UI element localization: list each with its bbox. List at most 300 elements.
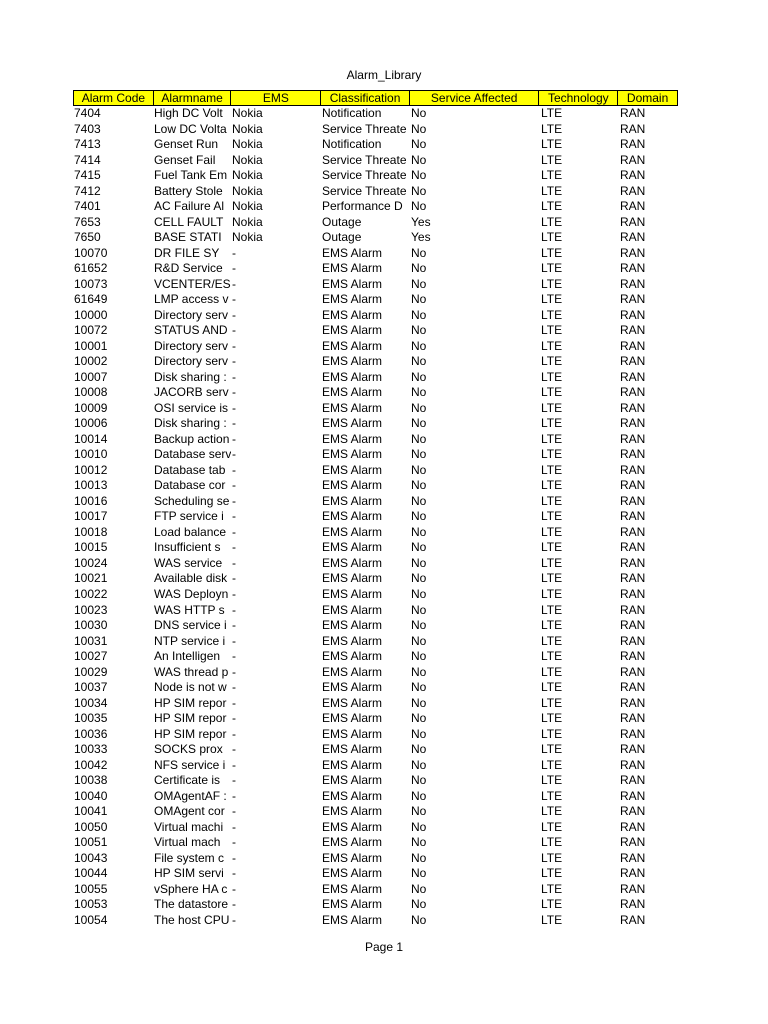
alarmname-cell[interactable]: High DC Volt [154,106,223,120]
technology-cell[interactable]: LTE [541,261,563,276]
ems-cell[interactable]: - [232,633,236,648]
technology-cell[interactable]: LTE [541,354,563,369]
classification-cell[interactable]: EMS Alarm [322,850,383,865]
ems-cell[interactable]: - [232,835,236,850]
domain-cell[interactable]: RAN [620,726,646,741]
classification-cell[interactable]: EMS Alarm [322,602,383,617]
ems-cell[interactable]: - [232,804,236,819]
domain-cell[interactable]: RAN [620,462,646,477]
alarmname-cell[interactable]: BASE STATI [154,230,222,245]
domain-cell[interactable]: RAN [620,245,646,260]
domain-cell[interactable]: RAN [620,137,646,152]
service-affected-cell[interactable]: No [411,478,427,493]
ems-cell[interactable]: - [232,866,236,881]
domain-cell[interactable]: RAN [620,106,646,120]
alarmname-cell[interactable]: OMAgent cor [154,804,225,819]
technology-cell[interactable]: LTE [541,897,563,912]
ems-cell[interactable]: - [232,726,236,741]
alarm-code-cell[interactable]: 10043 [74,850,108,865]
column-header-alarm-code[interactable]: Alarm Code [74,91,154,105]
classification-cell[interactable]: EMS Alarm [322,431,383,446]
alarmname-cell[interactable]: HP SIM servi [154,866,224,881]
service-affected-cell[interactable]: No [411,881,427,896]
alarmname-cell[interactable]: Database serv [154,447,231,462]
alarm-code-cell[interactable]: 10040 [74,788,108,803]
ems-cell[interactable]: - [232,571,236,586]
ems-cell[interactable]: - [232,711,236,726]
column-header-service-affected[interactable]: Service Affected [410,91,540,105]
alarm-code-cell[interactable]: 10022 [74,586,108,601]
alarm-code-cell[interactable]: 10044 [74,866,108,881]
domain-cell[interactable]: RAN [620,555,646,570]
domain-cell[interactable]: RAN [620,540,646,555]
classification-cell[interactable]: EMS Alarm [322,385,383,400]
ems-cell[interactable]: - [232,447,236,462]
ems-cell[interactable]: - [232,850,236,865]
domain-cell[interactable]: RAN [620,338,646,353]
service-affected-cell[interactable]: No [411,757,427,772]
alarm-code-cell[interactable]: 10024 [74,555,108,570]
ems-cell[interactable]: Nokia [232,230,263,245]
service-affected-cell[interactable]: No [411,602,427,617]
service-affected-cell[interactable]: No [411,106,427,120]
service-affected-cell[interactable]: No [411,897,427,912]
domain-cell[interactable]: RAN [620,835,646,850]
service-affected-cell[interactable]: No [411,152,427,167]
technology-cell[interactable]: LTE [541,431,563,446]
technology-cell[interactable]: LTE [541,881,563,896]
ems-cell[interactable]: - [232,788,236,803]
alarm-code-cell[interactable]: 10054 [74,912,108,927]
alarm-code-cell[interactable]: 10012 [74,462,108,477]
service-affected-cell[interactable]: No [411,493,427,508]
service-affected-cell[interactable]: No [411,571,427,586]
technology-cell[interactable]: LTE [541,804,563,819]
classification-cell[interactable]: EMS Alarm [322,307,383,322]
technology-cell[interactable]: LTE [541,680,563,695]
alarm-code-cell[interactable]: 10035 [74,711,108,726]
column-header-classification[interactable]: Classification [321,91,410,105]
domain-cell[interactable]: RAN [620,509,646,524]
alarmname-cell[interactable]: Scheduling se [154,493,230,508]
technology-cell[interactable]: LTE [541,850,563,865]
technology-cell[interactable]: LTE [541,664,563,679]
domain-cell[interactable]: RAN [620,354,646,369]
classification-cell[interactable]: EMS Alarm [322,618,383,633]
alarm-code-cell[interactable]: 10008 [74,385,108,400]
service-affected-cell[interactable]: No [411,695,427,710]
technology-cell[interactable]: LTE [541,742,563,757]
alarmname-cell[interactable]: DNS service i [154,618,227,633]
alarm-code-cell[interactable]: 10016 [74,493,108,508]
classification-cell[interactable]: EMS Alarm [322,819,383,834]
technology-cell[interactable]: LTE [541,214,563,229]
alarmname-cell[interactable]: SOCKS prox [154,742,223,757]
ems-cell[interactable]: - [232,338,236,353]
service-affected-cell[interactable]: No [411,307,427,322]
domain-cell[interactable]: RAN [620,757,646,772]
ems-cell[interactable]: - [232,369,236,384]
service-affected-cell[interactable]: No [411,323,427,338]
technology-cell[interactable]: LTE [541,292,563,307]
ems-cell[interactable]: - [232,586,236,601]
alarmname-cell[interactable]: Genset Run [154,137,219,152]
technology-cell[interactable]: LTE [541,819,563,834]
domain-cell[interactable]: RAN [620,369,646,384]
alarmname-cell[interactable]: vSphere HA c [154,881,228,896]
column-header-alarmname[interactable]: Alarmname [154,91,232,105]
service-affected-cell[interactable]: No [411,431,427,446]
domain-cell[interactable]: RAN [620,912,646,927]
classification-cell[interactable]: Service Threate [322,152,407,167]
domain-cell[interactable]: RAN [620,385,646,400]
alarm-code-cell[interactable]: 10042 [74,757,108,772]
technology-cell[interactable]: LTE [541,633,563,648]
domain-cell[interactable]: RAN [620,416,646,431]
ems-cell[interactable]: - [232,400,236,415]
ems-cell[interactable]: Nokia [232,168,263,183]
alarmname-cell[interactable]: An Intelligen [154,649,221,664]
domain-cell[interactable]: RAN [620,819,646,834]
technology-cell[interactable]: LTE [541,307,563,322]
service-affected-cell[interactable]: No [411,540,427,555]
classification-cell[interactable]: EMS Alarm [322,323,383,338]
alarmname-cell[interactable]: Battery Stole [154,183,223,198]
domain-cell[interactable]: RAN [620,214,646,229]
alarm-code-cell[interactable]: 10014 [74,431,108,446]
domain-cell[interactable]: RAN [620,431,646,446]
classification-cell[interactable]: EMS Alarm [322,416,383,431]
domain-cell[interactable]: RAN [620,478,646,493]
alarm-code-cell[interactable]: 7413 [74,137,101,152]
classification-cell[interactable]: Outage [322,214,362,229]
alarm-code-cell[interactable]: 7414 [74,152,101,167]
classification-cell[interactable]: EMS Alarm [322,261,383,276]
classification-cell[interactable]: EMS Alarm [322,571,383,586]
ems-cell[interactable]: - [232,462,236,477]
technology-cell[interactable]: LTE [541,618,563,633]
technology-cell[interactable]: LTE [541,788,563,803]
domain-cell[interactable]: RAN [620,183,646,198]
alarm-code-cell[interactable]: 7650 [74,230,101,245]
domain-cell[interactable]: RAN [620,850,646,865]
domain-cell[interactable]: RAN [620,152,646,167]
technology-cell[interactable]: LTE [541,276,563,291]
technology-cell[interactable]: LTE [541,540,563,555]
classification-cell[interactable]: EMS Alarm [322,493,383,508]
classification-cell[interactable]: EMS Alarm [322,649,383,664]
service-affected-cell[interactable]: No [411,369,427,384]
service-affected-cell[interactable]: No [411,680,427,695]
alarmname-cell[interactable]: Fuel Tank Em [154,168,228,183]
service-affected-cell[interactable]: No [411,416,427,431]
alarmname-cell[interactable]: Directory serv [154,307,229,322]
alarm-code-cell[interactable]: 10001 [74,338,108,353]
domain-cell[interactable]: RAN [620,695,646,710]
classification-cell[interactable]: EMS Alarm [322,881,383,896]
service-affected-cell[interactable]: No [411,726,427,741]
domain-cell[interactable]: RAN [620,323,646,338]
ems-cell[interactable]: - [232,819,236,834]
technology-cell[interactable]: LTE [541,230,563,245]
alarmname-cell[interactable]: Directory serv [154,354,229,369]
domain-cell[interactable]: RAN [620,866,646,881]
alarmname-cell[interactable]: JACORB serv [154,385,229,400]
domain-cell[interactable]: RAN [620,307,646,322]
technology-cell[interactable]: LTE [541,323,563,338]
technology-cell[interactable]: LTE [541,912,563,927]
alarm-code-cell[interactable]: 10034 [74,695,108,710]
service-affected-cell[interactable]: No [411,385,427,400]
technology-cell[interactable]: LTE [541,649,563,664]
alarmname-cell[interactable]: AC Failure Al [154,199,225,214]
technology-cell[interactable]: LTE [541,493,563,508]
classification-cell[interactable]: EMS Alarm [322,586,383,601]
classification-cell[interactable]: EMS Alarm [322,757,383,772]
domain-cell[interactable]: RAN [620,773,646,788]
service-affected-cell[interactable]: No [411,649,427,664]
alarmname-cell[interactable]: Insufficient s [154,540,221,555]
ems-cell[interactable]: - [232,245,236,260]
alarm-code-cell[interactable]: 10018 [74,524,108,539]
domain-cell[interactable]: RAN [620,586,646,601]
alarmname-cell[interactable]: FTP service i [154,509,224,524]
domain-cell[interactable]: RAN [620,571,646,586]
technology-cell[interactable]: LTE [541,524,563,539]
alarmname-cell[interactable]: NFS service i [154,757,226,772]
technology-cell[interactable]: LTE [541,199,563,214]
alarmname-cell[interactable]: Genset Fail [154,152,216,167]
classification-cell[interactable]: EMS Alarm [322,912,383,927]
alarm-code-cell[interactable]: 7401 [74,199,101,214]
ems-cell[interactable]: - [232,555,236,570]
ems-cell[interactable]: - [232,276,236,291]
ems-cell[interactable]: - [232,261,236,276]
service-affected-cell[interactable]: No [411,711,427,726]
technology-cell[interactable]: LTE [541,555,563,570]
classification-cell[interactable]: Service Threate [322,121,407,136]
technology-cell[interactable]: LTE [541,478,563,493]
column-header-technology[interactable]: Technology [539,91,618,105]
domain-cell[interactable]: RAN [620,524,646,539]
alarm-code-cell[interactable]: 10038 [74,773,108,788]
domain-cell[interactable]: RAN [620,881,646,896]
service-affected-cell[interactable]: Yes [411,230,431,245]
ems-cell[interactable]: Nokia [232,199,263,214]
alarm-code-cell[interactable]: 10000 [74,307,108,322]
technology-cell[interactable]: LTE [541,400,563,415]
domain-cell[interactable]: RAN [620,618,646,633]
classification-cell[interactable]: Service Threate [322,183,407,198]
service-affected-cell[interactable]: Yes [411,214,431,229]
service-affected-cell[interactable]: No [411,524,427,539]
domain-cell[interactable]: RAN [620,292,646,307]
classification-cell[interactable]: EMS Alarm [322,788,383,803]
alarm-code-cell[interactable]: 10023 [74,602,108,617]
domain-cell[interactable]: RAN [620,447,646,462]
domain-cell[interactable]: RAN [620,897,646,912]
ems-cell[interactable]: Nokia [232,183,263,198]
alarm-code-cell[interactable]: 10029 [74,664,108,679]
alarmname-cell[interactable]: Directory serv [154,338,229,353]
ems-cell[interactable]: - [232,509,236,524]
alarm-code-cell[interactable]: 10017 [74,509,108,524]
alarm-code-cell[interactable]: 10073 [74,276,108,291]
alarmname-cell[interactable]: R&D Service [154,261,223,276]
alarmname-cell[interactable]: Disk sharing : [154,416,227,431]
classification-cell[interactable]: EMS Alarm [322,478,383,493]
alarm-code-cell[interactable]: 10033 [74,742,108,757]
alarmname-cell[interactable]: HP SIM repor [154,695,227,710]
classification-cell[interactable]: EMS Alarm [322,276,383,291]
technology-cell[interactable]: LTE [541,106,563,120]
service-affected-cell[interactable]: No [411,555,427,570]
ems-cell[interactable]: - [232,493,236,508]
alarmname-cell[interactable]: NTP service i [154,633,226,648]
domain-cell[interactable]: RAN [620,493,646,508]
technology-cell[interactable]: LTE [541,137,563,152]
ems-cell[interactable]: - [232,897,236,912]
alarm-code-cell[interactable]: 10009 [74,400,108,415]
alarmname-cell[interactable]: WAS service [154,555,223,570]
service-affected-cell[interactable]: No [411,183,427,198]
technology-cell[interactable]: LTE [541,338,563,353]
alarmname-cell[interactable]: LMP access v [154,292,229,307]
alarmname-cell[interactable]: Database cor [154,478,226,493]
alarmname-cell[interactable]: HP SIM repor [154,726,227,741]
ems-cell[interactable]: - [232,695,236,710]
domain-cell[interactable]: RAN [620,276,646,291]
alarm-code-cell[interactable]: 10053 [74,897,108,912]
service-affected-cell[interactable]: No [411,819,427,834]
alarmname-cell[interactable]: Backup action [154,431,230,446]
technology-cell[interactable]: LTE [541,245,563,260]
ems-cell[interactable]: Nokia [232,214,263,229]
service-affected-cell[interactable]: No [411,137,427,152]
alarm-code-cell[interactable]: 61649 [74,292,108,307]
alarm-code-cell[interactable]: 10041 [74,804,108,819]
alarm-code-cell[interactable]: 10015 [74,540,108,555]
ems-cell[interactable]: - [232,307,236,322]
technology-cell[interactable]: LTE [541,586,563,601]
alarm-code-cell[interactable]: 10030 [74,618,108,633]
classification-cell[interactable]: EMS Alarm [322,773,383,788]
technology-cell[interactable]: LTE [541,447,563,462]
alarm-code-cell[interactable]: 10013 [74,478,108,493]
classification-cell[interactable]: EMS Alarm [322,680,383,695]
ems-cell[interactable]: - [232,292,236,307]
ems-cell[interactable]: - [232,742,236,757]
classification-cell[interactable]: EMS Alarm [322,726,383,741]
alarm-code-cell[interactable]: 10051 [74,835,108,850]
alarm-code-cell[interactable]: 10036 [74,726,108,741]
alarm-code-cell[interactable]: 10050 [74,819,108,834]
alarm-code-cell[interactable]: 7412 [74,183,101,198]
domain-cell[interactable]: RAN [620,261,646,276]
domain-cell[interactable]: RAN [620,199,646,214]
service-affected-cell[interactable]: No [411,121,427,136]
alarm-code-cell[interactable]: 10070 [74,245,108,260]
technology-cell[interactable]: LTE [541,711,563,726]
classification-cell[interactable]: EMS Alarm [322,245,383,260]
service-affected-cell[interactable]: No [411,199,427,214]
technology-cell[interactable]: LTE [541,726,563,741]
technology-cell[interactable]: LTE [541,121,563,136]
classification-cell[interactable]: EMS Alarm [322,400,383,415]
classification-cell[interactable]: Outage [322,230,362,245]
ems-cell[interactable]: Nokia [232,121,263,136]
domain-cell[interactable]: RAN [620,121,646,136]
service-affected-cell[interactable]: No [411,633,427,648]
technology-cell[interactable]: LTE [541,416,563,431]
alarmname-cell[interactable]: STATUS AND [154,323,228,338]
technology-cell[interactable]: LTE [541,695,563,710]
domain-cell[interactable]: RAN [620,168,646,183]
alarmname-cell[interactable]: HP SIM repor [154,711,227,726]
alarmname-cell[interactable]: Virtual machi [154,819,224,834]
alarm-code-cell[interactable]: 10027 [74,649,108,664]
classification-cell[interactable]: Notification [322,137,382,152]
classification-cell[interactable]: Notification [322,106,382,120]
technology-cell[interactable]: LTE [541,369,563,384]
alarmname-cell[interactable]: Available disk [154,571,228,586]
alarmname-cell[interactable]: CELL FAULT [154,214,224,229]
domain-cell[interactable]: RAN [620,804,646,819]
domain-cell[interactable]: RAN [620,230,646,245]
domain-cell[interactable]: RAN [620,602,646,617]
domain-cell[interactable]: RAN [620,400,646,415]
alarmname-cell[interactable]: VCENTER/ES [154,276,231,291]
ems-cell[interactable]: - [232,431,236,446]
alarmname-cell[interactable]: WAS HTTP s [154,602,225,617]
service-affected-cell[interactable]: No [411,509,427,524]
classification-cell[interactable]: EMS Alarm [322,354,383,369]
service-affected-cell[interactable]: No [411,866,427,881]
alarmname-cell[interactable]: Disk sharing : [154,369,227,384]
alarm-code-cell[interactable]: 10031 [74,633,108,648]
alarm-code-cell[interactable]: 10010 [74,447,108,462]
classification-cell[interactable]: EMS Alarm [322,292,383,307]
classification-cell[interactable]: EMS Alarm [322,540,383,555]
service-affected-cell[interactable]: No [411,354,427,369]
technology-cell[interactable]: LTE [541,773,563,788]
alarm-code-cell[interactable]: 10002 [74,354,108,369]
ems-cell[interactable]: - [232,912,236,927]
alarmname-cell[interactable]: Virtual mach [154,835,221,850]
service-affected-cell[interactable]: No [411,168,427,183]
service-affected-cell[interactable]: No [411,788,427,803]
classification-cell[interactable]: EMS Alarm [322,462,383,477]
service-affected-cell[interactable]: No [411,400,427,415]
ems-cell[interactable]: - [232,354,236,369]
technology-cell[interactable]: LTE [541,152,563,167]
ems-cell[interactable]: - [232,881,236,896]
ems-cell[interactable]: - [232,385,236,400]
service-affected-cell[interactable]: No [411,664,427,679]
ems-cell[interactable]: - [232,649,236,664]
domain-cell[interactable]: RAN [620,788,646,803]
service-affected-cell[interactable]: No [411,742,427,757]
ems-cell[interactable]: Nokia [232,152,263,167]
ems-cell[interactable]: - [232,773,236,788]
alarm-code-cell[interactable]: 10006 [74,416,108,431]
domain-cell[interactable]: RAN [620,711,646,726]
column-header-domain[interactable]: Domain [626,91,669,105]
service-affected-cell[interactable]: No [411,447,427,462]
domain-cell[interactable]: RAN [620,742,646,757]
classification-cell[interactable]: EMS Alarm [322,835,383,850]
technology-cell[interactable]: LTE [541,866,563,881]
